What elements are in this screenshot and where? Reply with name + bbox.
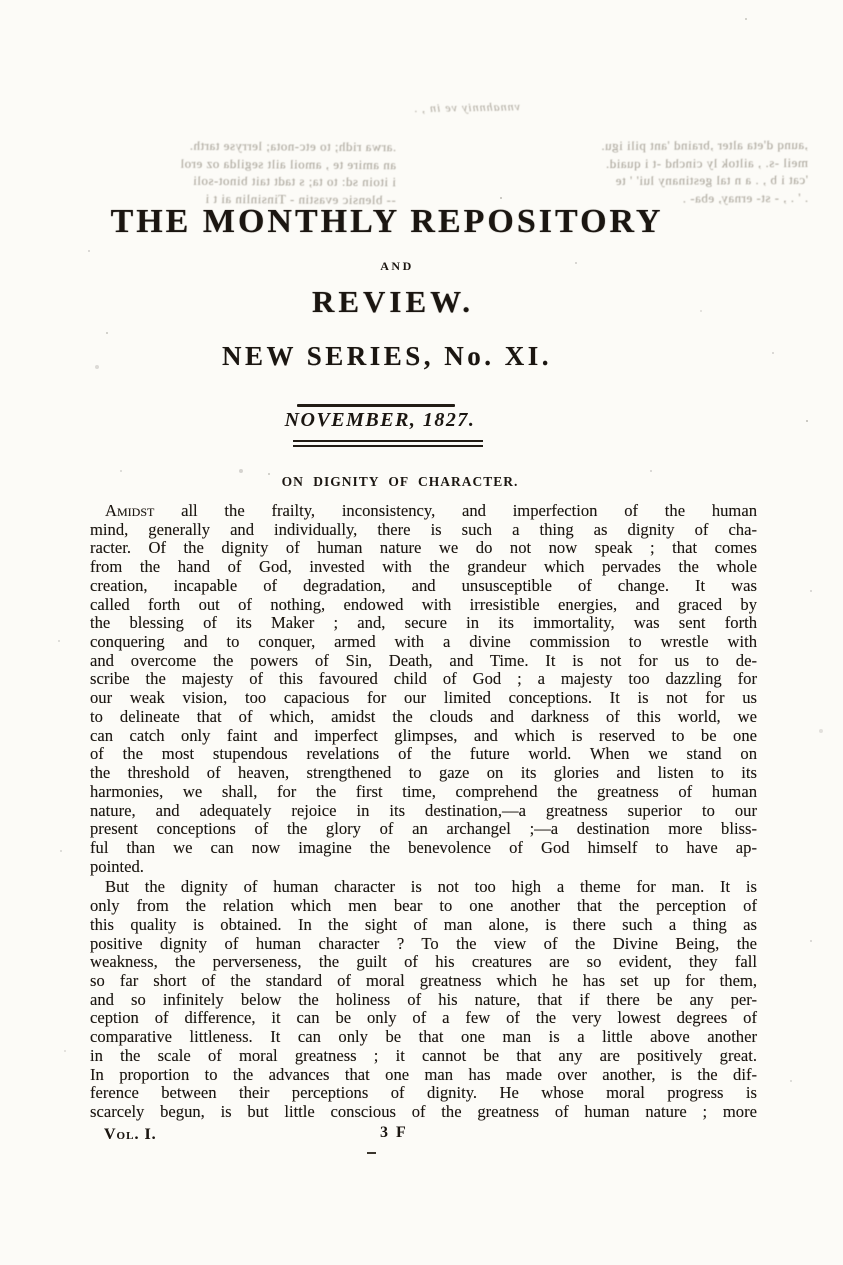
- text-line: racter. Of the dignity of human nature we do not now speak ; that comes: [90, 538, 757, 558]
- paragraph-1: [90, 502, 757, 876]
- ghost-text-line: .arwa ridh; to etc-nota; lerryse tarth.: [189, 137, 397, 155]
- masthead-issue-date: NOVEMBER, 1827.: [284, 409, 476, 431]
- text-line: the blessing of its Maker ; and, secure in its immortality, was sent forth: [90, 613, 757, 633]
- text-line: of the most stupendous revelations of the future world. When we stand on: [90, 744, 757, 764]
- text-line: present conceptions of the glory of an archangel ;—a destination more bliss-: [90, 819, 757, 839]
- masthead-subtitle: REVIEW.: [311, 284, 475, 319]
- article-body: [90, 502, 757, 1124]
- text-line: can catch only faint and imperfect glimpses, and which is reserved to be one: [90, 725, 757, 745]
- text-line: creation, incapable of degradation, and unsusceptible of change. It was: [90, 575, 757, 595]
- double-rule-below-date-lower: [293, 445, 483, 447]
- text-line: harmonies, we shall, for the first time, comprehend the greatness of human: [90, 781, 757, 801]
- text-line: from the hand of God, invested with the grandeur which pervades the whole: [90, 557, 757, 577]
- scan-noise-specks: [0, 0, 2, 2]
- ghost-bleedthrough-left: [34, 136, 396, 209]
- article-heading: ON DIGNITY OF CHARACTER.: [281, 474, 519, 489]
- ghost-text-line: i itoin sd: to ta; s tadt tait binot-soli: [192, 172, 396, 190]
- text-line: ful than we can now imagine the benevolence of God himself to have ap-: [90, 837, 757, 857]
- text-line: But the dignity of human character is not too high a theme for man. It is: [105, 877, 757, 897]
- text-line: so far short of the standard of moral greatness which he has set up for them,: [90, 970, 757, 990]
- ghost-text-line: meil -s. , ailtok ly cinchd -t i quaid.: [605, 154, 808, 171]
- double-rule-below-date-upper: [293, 440, 483, 442]
- ghost-running-header: vnnahnniy ve in , .: [412, 99, 521, 116]
- text-line: and overcome the powers of Sin, Death, and Time. It is not for us to de-: [90, 650, 757, 670]
- volume-label: Vol. I.: [104, 1126, 157, 1143]
- ghost-bleedthrough-right: [424, 136, 808, 208]
- text-line: in the scale of moral greatness ; it cannot be that any are positively great.: [90, 1045, 757, 1065]
- ghost-text-line: 'cat i b , . a n tal gestinany lui' ' te: [615, 171, 809, 189]
- stray-ink-dash: [367, 1152, 376, 1154]
- text-line: scarcely begun, is but little conscious of the greatness of human nature ; more: [90, 1102, 757, 1121]
- masthead-conjunction: AND: [380, 259, 414, 273]
- text-line: scribe the majesty of this favoured child of God ; a majesty too dazzling for: [90, 669, 757, 689]
- text-line: positive dignity of human character ? To the view of the Divine Being, the: [90, 933, 757, 953]
- text-line: the threshold of heaven, strengthened to gaze on its glories and listen to its: [90, 763, 757, 783]
- text-line: pointed.: [90, 856, 144, 876]
- rule-above-date: [297, 404, 455, 407]
- signature-mark: 3 F: [380, 1124, 408, 1141]
- text-line: In proportion to the advances that one man has made over another, is the dif-: [90, 1064, 757, 1084]
- paragraph-2: [90, 878, 757, 1121]
- text-line: conquering and to conquer, armed with a divine commission to wrestle with: [90, 632, 757, 652]
- text-line: and so infinitely below the holiness of his nature, that if there be any per-: [90, 989, 757, 1009]
- text-line: mind, generally and individually, there is such a thing as dignity of cha-: [90, 519, 757, 539]
- ghost-text-line: ,aunq d'eta alter ,braind 'ant pili igu.: [600, 136, 808, 154]
- masthead-title: THE MONTHLY REPOSITORY: [110, 203, 664, 240]
- text-line: comparative littleness. It can only be that one man is a little above another: [90, 1027, 757, 1047]
- text-line: nature, and adequately rejoice in its destination,—a greatness superior to our: [90, 800, 757, 820]
- ghost-text-line: -- blensic evastin - Tinsinlin ai t i: [205, 190, 396, 207]
- text-line: called forth out of nothing, endowed with irresistible energies, and graced by: [90, 594, 757, 614]
- text-line: Amidst all the frailty, inconsistency, and imperfection of the human: [105, 501, 757, 520]
- ghost-text-line: . ' . , - st- ernay, eba- .: [682, 189, 809, 206]
- text-line: ference between their perceptions of dignity. He whose moral progress is: [90, 1083, 757, 1103]
- text-line: our weak vision, too capacious for our limited conceptions. It is not for us: [90, 688, 757, 708]
- lead-word: Amidst: [105, 501, 155, 520]
- text-line: this quality is obtained. In the sight of man alone, is there such a thing as: [90, 914, 757, 934]
- text-line: only from the relation which men bear to one another that the perception of: [90, 896, 757, 916]
- ghost-text-line: an amire te , amoil ailt segilda oz erol: [179, 155, 397, 172]
- text-line: weakness, the perverseness, the guilt of his creatures are so evident, they fall: [90, 952, 757, 972]
- masthead-series: NEW SERIES, No. XI.: [221, 341, 553, 371]
- text-line: ception of difference, it can be only of a few of the very lowest degrees of: [90, 1008, 757, 1028]
- text-line: to delineate that of which, amidst the clouds and darkness of this world, we: [90, 706, 757, 726]
